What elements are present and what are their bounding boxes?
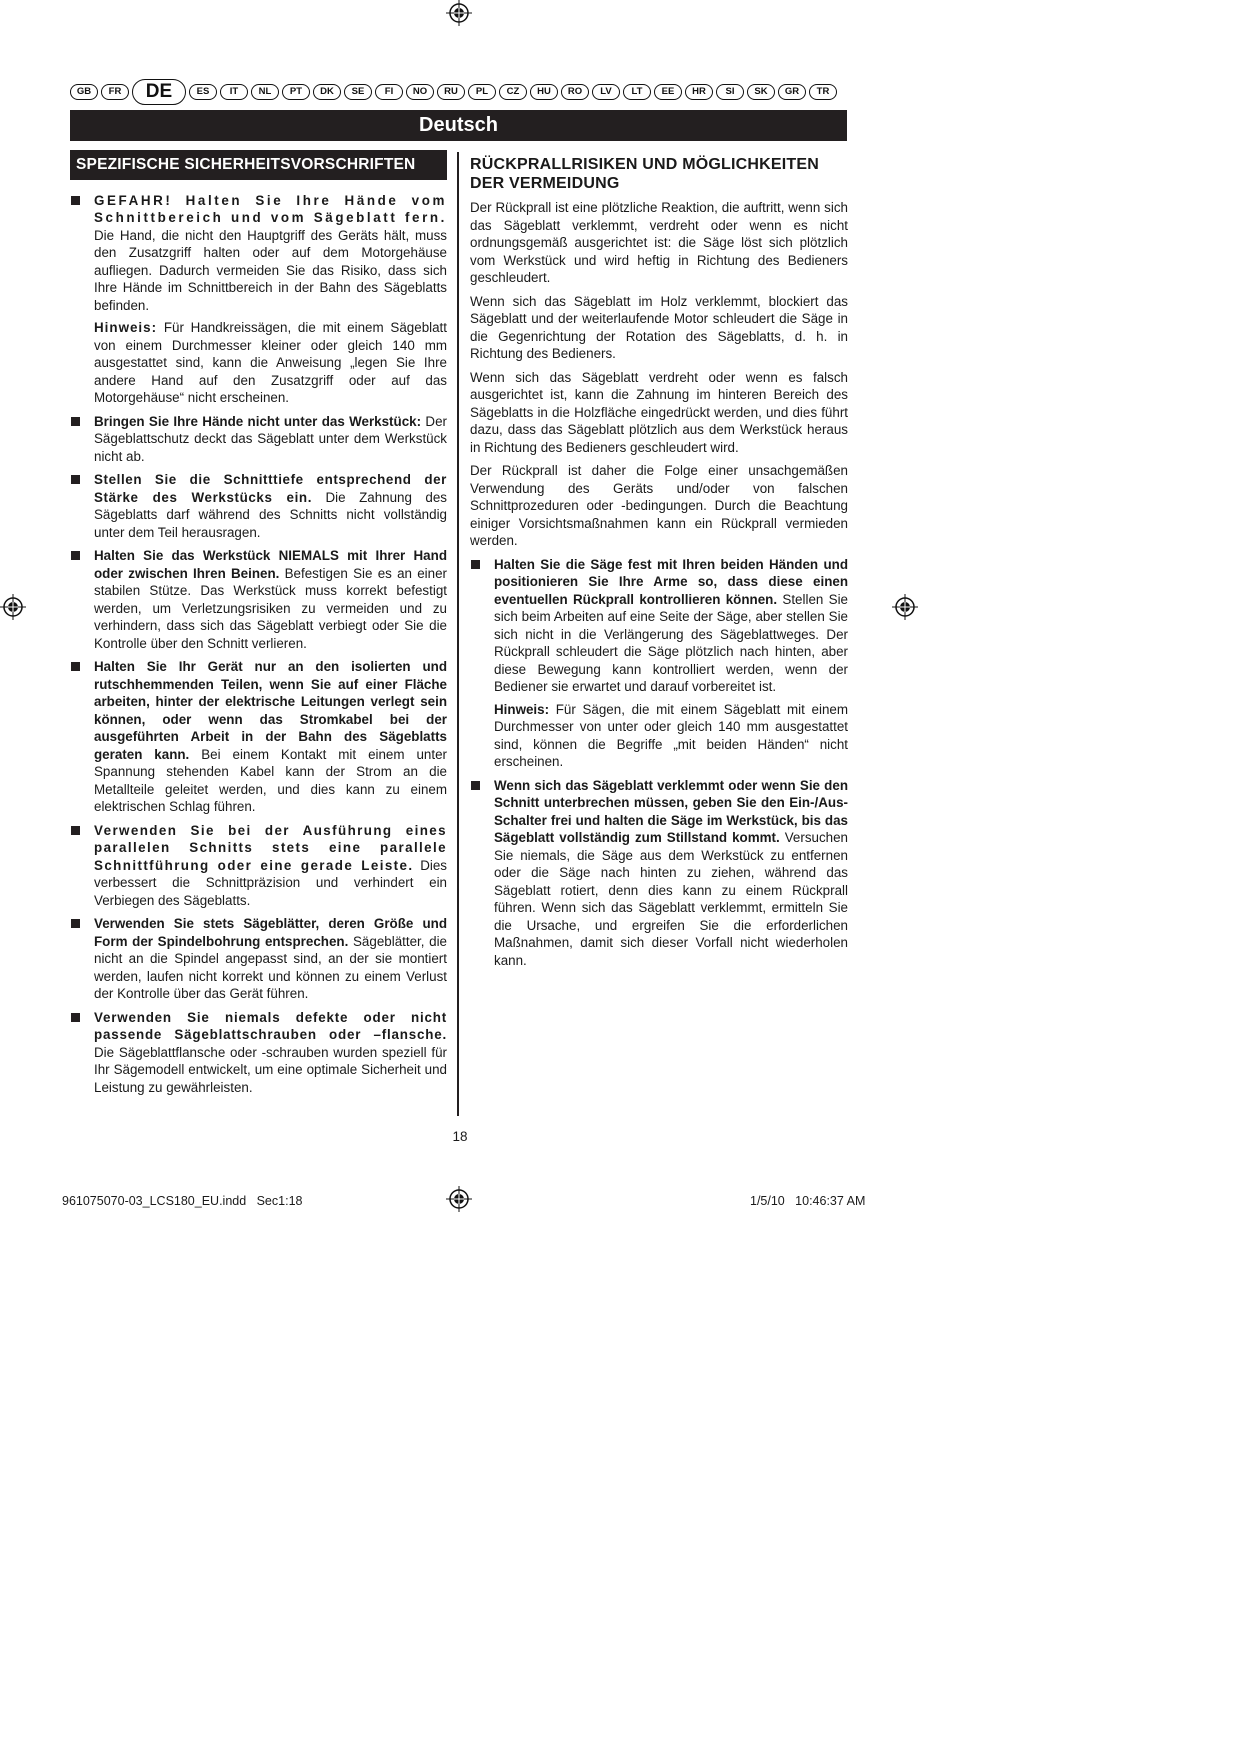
lang-sk: SK xyxy=(747,84,775,100)
lang-ro: RO xyxy=(561,84,589,100)
lang-hr: HR xyxy=(685,84,713,100)
item-text: Bei einem Kontakt mit einem unter Spannung stehenden Kabel kann der Strom an die Metallteile geleitet werden, und dies kann zu einem elektrischen Schlag führen. xyxy=(94,746,447,814)
item-lead: Wenn sich das Sägeblatt verklemmt oder wenn Sie den Schnitt unterbrechen müssen, geben Sie den Ein-/Aus-Schalter frei und halten die Säge im Werkstück, bis das Sägeblatt vollständig zum Stillstand kommt. xyxy=(494,777,848,845)
item-text: Die Sägeblattflansche oder -schrauben wurden speziell für Ihr Sägemodell entwickelt, um eine optimale Sicherheit und Leistung zu gewährleisten. xyxy=(94,1044,447,1095)
paragraph: Der Rückprall ist eine plötzliche Reaktion, die auftritt, wenn sich das Sägeblatt verklemmt, verdreht oder wenn es nicht ordnungsgemäß ausgerichtet ist: die Säge löst sich plötzlich vom Werkstück und wird heftig in Richtung des Bedieners geschleudert. xyxy=(470,200,848,285)
lang-tr: TR xyxy=(809,84,837,100)
lang-nl: NL xyxy=(251,84,279,100)
list-item xyxy=(70,547,447,652)
crosshair-icon xyxy=(446,0,472,26)
list-item xyxy=(470,556,848,771)
note-label: Hinweis: xyxy=(494,701,550,717)
page-number: 18 xyxy=(452,1129,468,1144)
list-item xyxy=(70,822,447,910)
item-text: Die Zahnung des Sägeblatts darf während des Schnitts nicht vollständig unter dem Teil herausragen. xyxy=(94,489,447,540)
lang-no: NO xyxy=(406,84,434,100)
registration-mark-left xyxy=(0,594,26,620)
left-column xyxy=(70,150,447,1102)
lang-ee: EE xyxy=(654,84,682,100)
item-text: Sägeblätter, die nicht an die Spindel angepasst sind, an der sie montiert werden, laufen nicht korrekt und können zu einem Verlust der Kontrolle über das Gerät führen. xyxy=(94,933,448,1001)
lang-lt: LT xyxy=(623,84,651,100)
language-selector xyxy=(70,78,850,106)
lang-de-active: DE xyxy=(132,79,186,105)
item-lead: Verwenden Sie bei der Ausführung eines parallelen Schnitts stets eine parallele Schnittführung oder eine gerade Leiste. xyxy=(94,822,447,873)
item-text: Versuchen Sie niemals, die Säge aus dem Werkstück zu entfernen oder die Säge nach hinten zu ziehen, während das Sägeblatt rotiert, denn dies kann zu einem Rückprall führen. Wenn sich das Sägeblatt verklemmt, ermitteln Sie die Ursache, und ergreifen Sie die erforderlichen Maßnahmen, damit sich dieser Vorfall nicht wiederholen kann. xyxy=(494,830,849,968)
item-lead: Verwenden Sie stets Sägeblätter, deren Größe und Form der Spindelbohrung entsprechen. xyxy=(94,916,447,949)
list-item xyxy=(70,915,447,1003)
list-item xyxy=(470,777,848,970)
item-lead: Halten Sie die Säge fest mit Ihren beiden Händen und positionieren Sie Ihre Arme so, dass diese einen eventuellen Rückprall kontrollieren können. xyxy=(494,556,848,607)
paragraph: Der Rückprall ist daher die Folge einer unsachgemäßen Verwendung des Geräts und/oder von falschen Schnittprozeduren oder -bedingungen. Durch die Beachtung einiger Vorsichtsmaßnahmen kann ein Rückprall vermieden werden. xyxy=(470,463,848,548)
list-item xyxy=(70,658,447,816)
footer-timestamp: 1/5/10 10:46:37 AM xyxy=(750,1194,866,1208)
section-heading-kickback: RÜCKPRALLRISIKEN UND MÖGLICHKEITEN DER VERMEIDUNG xyxy=(470,156,820,192)
registration-mark-bottom xyxy=(446,1186,472,1212)
crosshair-icon xyxy=(892,594,918,620)
list-item xyxy=(70,192,447,407)
lang-lv: LV xyxy=(592,84,620,100)
crosshair-icon xyxy=(446,1186,472,1212)
item-text: Die Hand, die nicht den Hauptgriff des Geräts hält, muss den Zusatzgriff halten oder auf dem Motorgehäuse aufliegen. Dadurch vermeiden Sie das Risiko, dass sich Ihre Hände im Schnittbereich in der Bahn des Sägeblatts befinden. xyxy=(94,227,447,313)
item-text: Der Sägeblattschutz deckt das Sägeblatt unter dem Werkstück nicht ab. xyxy=(94,413,447,464)
column-divider xyxy=(457,152,459,1116)
lang-dk: DK xyxy=(313,84,341,100)
lang-fi: FI xyxy=(375,84,403,100)
item-text: Stellen Sie sich beim Arbeiten auf eine Seite der Säge, aber stellen Sie sich nicht in die Verlängerung des Sägeblattweges. Der Rückprall schleudert die Säge plötzlich nach hinten, aber diese Bewegung kann kontrolliert werden, wenn der Bediener sie erwartet und darauf vorbereitet ist. xyxy=(494,591,848,694)
item-text: Befestigen Sie es an einer stabilen Stütze. Das Werkstück muss korrekt befestigt werden, um Verletzungsrisiken zu vermeiden und zu verhindern, dass sich das Sägeblatt verbiegt oder Sie die Kontrolle über den Schnitt verlieren. xyxy=(94,565,447,651)
lang-it: IT xyxy=(220,84,248,100)
list-item xyxy=(70,413,447,466)
note-text: Für Handkreissägen, die mit einem Sägeblatt von einem Durchmesser kleiner oder gleich 140 mm ausgestattet sind, kann die Anweisung „legen Sie Ihre andere Hand auf den Zusatzgriff oder auf das Motorgehäuse“ nicht erscheinen. xyxy=(94,320,447,405)
list-item xyxy=(70,1009,447,1097)
note-text: Für Sägen, die mit einem Sägeblatt mit einem Durchmesser von unter oder gleich 140 mm ausgestattet sind, können die Begriffe „mit beiden Händen“ nicht erscheinen. xyxy=(494,701,848,769)
item-lead: Halten Sie das Werkstück NIEMALS mit Ihrer Hand oder zwischen Ihren Beinen. xyxy=(94,548,447,581)
lang-gb: GB xyxy=(70,84,98,100)
lang-cz: CZ xyxy=(499,84,527,100)
item-lead: Halten Sie Ihr Gerät nur an den isolierten und rutschhemmenden Teilen, wenn Sie auf einer Fläche arbeiten, hinter der elektrische Leitungen verlegt sein können, oder wenn das Stromkabel bei der ausgeführten Arbeit in der Bahn des Sägeblatts geraten kann. xyxy=(94,659,447,762)
lang-fr: FR xyxy=(101,84,129,100)
paragraph: Wenn sich das Sägeblatt verdreht oder wenn es falsch ausgerichtet ist, kann die Zahnung im hinteren Bereich des Sägeblatts in die Holzfläche eingedrückt werden, und dies führt dazu, dass das Sägeblatt plötzlich aus dem Werkstück heraus in Richtung des Bedieners geschleudert wird. xyxy=(470,369,848,455)
paragraph: Wenn sich das Sägeblatt im Holz verklemmt, blockiert das Sägeblatt und der weiterlaufende Motor schleudert die Säge in die Gegenrichtung der Rotation des Sägeblatts, d. h. in Richtung des Bedieners. xyxy=(470,293,848,361)
item-text: Dies verbessert die Schnittpräzision und verhindert ein Verbiegen des Sägeblatts. xyxy=(94,857,447,908)
item-lead: Bringen Sie Ihre Hände nicht unter das Werkstück: xyxy=(94,413,422,429)
note-label: Hinweis: xyxy=(94,320,158,335)
lang-pt: PT xyxy=(282,84,310,100)
crosshair-icon xyxy=(0,594,26,620)
lang-pl: PL xyxy=(468,84,496,100)
lang-hu: HU xyxy=(530,84,558,100)
list-item xyxy=(70,471,447,541)
lang-gr: GR xyxy=(778,84,806,100)
registration-mark-right xyxy=(892,594,918,620)
registration-mark-top xyxy=(446,0,472,26)
footer-file-info: 961075070-03_LCS180_EU.indd Sec1:18 xyxy=(62,1194,303,1208)
item-lead: Verwenden Sie niemals defekte oder nicht passende Sägeblattschrauben oder –flansche. xyxy=(94,1009,447,1042)
lang-es: ES xyxy=(189,84,217,100)
lang-si: SI xyxy=(716,84,744,100)
item-lead: GEFAHR! Halten Sie Ihre Hände vom Schnittbereich und vom Sägeblatt fern. xyxy=(94,192,447,225)
lang-ru: RU xyxy=(437,84,465,100)
item-lead: Stellen Sie die Schnitttiefe entsprechend der Stärke des Werkstücks ein. xyxy=(94,472,447,505)
section-heading-safety: SPEZIFISCHE SICHERHEITSVORSCHRIFTEN xyxy=(70,150,447,180)
lang-se: SE xyxy=(344,84,372,100)
right-column xyxy=(470,155,848,975)
language-banner: Deutsch xyxy=(70,110,847,141)
